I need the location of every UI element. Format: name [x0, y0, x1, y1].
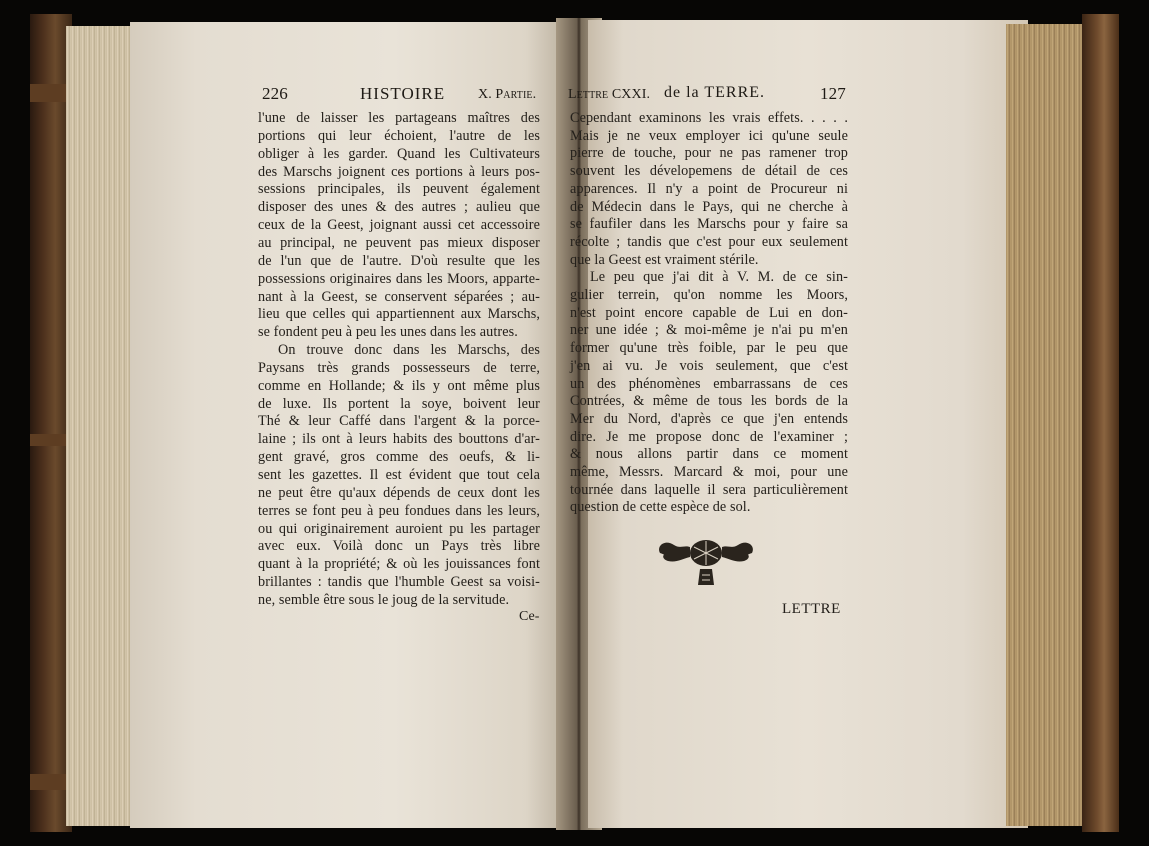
left-text-line: gent gravé, gros comme des oeufs, & li- [258, 449, 540, 466]
right-text-line: Le peu que j'ai dit à V. M. de ce sin- [590, 269, 848, 286]
left-text-line: Paysans très grands possesseurs de terre, [258, 359, 540, 376]
left-text-line: sessions principales, ils peuvent également [258, 181, 540, 198]
left-text-line: sent les gazettes. Il est évident que tout cela [258, 467, 540, 483]
right-text-line: ner une idée ; & moi-même je n'ai pu m'en [570, 322, 848, 339]
left-text-line: ne peut être qu'aux dépends de ceux dont les [258, 484, 540, 501]
left-text-line: quant à la propriété; & où les jouissances font [258, 556, 540, 573]
left-text-line: comme en Hollande; & ils y ont même plus [258, 377, 540, 394]
right-text-line: un des phénomènes embarrassans de ces [570, 375, 848, 392]
left-text-line: brillantes : tandis que l'humble Geest sa voisi- [258, 574, 540, 591]
left-text-line: Thé & leur Caffé dans l'argent & la porce- [258, 413, 540, 430]
left-text-line: ceux de la Geest, joignant aussi cet accessoire [258, 217, 540, 234]
right-text-line: souvent les dévelopemens de détail de ces [570, 163, 848, 180]
left-catchword: Ce- [519, 609, 540, 624]
left-text-line: possessions originaires dans les Moors, apparte- [258, 270, 540, 287]
right-text-line: apparences. Il n'y a point de Procureur ni [570, 180, 848, 197]
left-text-line: de luxe. Ils portent la soye, boivent leur [258, 395, 540, 412]
right-running-head-right: de la TERRE. [664, 84, 766, 101]
left-text-line: On trouve donc dans les Marschs, des [278, 342, 540, 359]
right-text-line: se faufiler dans les Marschs pour y faire sa [570, 216, 848, 233]
right-text-line: de Médecin dans le Pays, qui ne cherche à [570, 198, 848, 215]
right-text-line: & nous allons partir dans ce moment [570, 446, 848, 463]
left-text-line: laine ; ils ont à leurs habits des bouttons d'ar- [258, 431, 540, 448]
right-page-number: 127 [820, 84, 846, 103]
right-text-line: gulier terrein, qu'on nomme les Moors, [570, 287, 848, 303]
left-text-line: obliger à les garder. Quand les Cultivateurs [258, 145, 540, 162]
right-page-edges [1006, 24, 1086, 826]
right-text-line: question de cette espèce de sol. [570, 499, 751, 516]
right-running-head-left: Lettre CXXI. [568, 87, 651, 102]
right-text-line: pierre de touche, pour ne pas ramener trop [570, 145, 848, 162]
left-text-line: de l'un que de l'autre. D'où resulte que les [258, 252, 540, 269]
right-cover [1082, 14, 1119, 832]
left-text-line: des Marschs joignent ces portions à leurs pos- [258, 163, 540, 180]
right-text-line: dire. Je me propose donc de l'examiner ; [570, 428, 848, 445]
left-text-line: ou qui originairement auroient pu les partager [258, 520, 540, 537]
right-text-line: que la Geest est vraiment stérile. [570, 251, 759, 268]
left-text-line: portions qui leur échoient, l'autre de les [258, 127, 540, 144]
right-text-line: n'est point encore capable de Lui en don- [570, 304, 848, 321]
left-text-line: disposer des unes & des autres ; aulieu que [258, 199, 540, 216]
left-text-line: au principal, ne peuvent pas mieux disposer [258, 234, 540, 251]
left-section-label: X. Partie. [478, 87, 537, 102]
right-catchword: LETTRE [782, 601, 841, 617]
left-text-line: terres se font peu à peu fondues dans les leurs, [258, 502, 540, 519]
left-text-line: se fondent peu à peu les unes dans les autres. [258, 324, 518, 341]
left-text-line: nant à la Geest, se conservent séparées ; au- [258, 288, 540, 305]
left-page-number: 226 [262, 84, 288, 103]
left-text-line: l'une de laisser les partageans maîtres des [258, 110, 540, 126]
right-text-line: Cependant examinons les vrais effets. . . . . [570, 110, 848, 126]
right-text-line: j'en ai vu. Je vois seulement, que c'est [570, 357, 848, 374]
right-text-line: Mer du Nord, d'après ce que j'en entends [570, 410, 848, 427]
right-text-line: tournée dans laquelle il sera particulièrement [570, 481, 848, 498]
printer-ornament-icon [656, 537, 756, 589]
right-text-line: Contrées, & même de tous les bords de la [570, 393, 848, 410]
right-text-line: Mais je ne veux employer ici qu'une seule [570, 127, 848, 144]
left-text-line: avec eux. Voilà donc un Pays très libre [258, 538, 540, 555]
left-text-line: ne, semble être sous le joug de la servitude. [258, 591, 510, 608]
right-text-line: même, Messrs. Marcard & moi, pour une [570, 464, 848, 480]
right-text-line: former qu'une très foible, par le peu que [570, 340, 848, 357]
right-text-line: récolte ; tandis que c'est pour eux seulement [570, 233, 848, 250]
left-running-head: HISTOIRE [360, 84, 446, 103]
left-text-line: lieu que celles qui appartiennent aux Marschs, [258, 306, 540, 323]
